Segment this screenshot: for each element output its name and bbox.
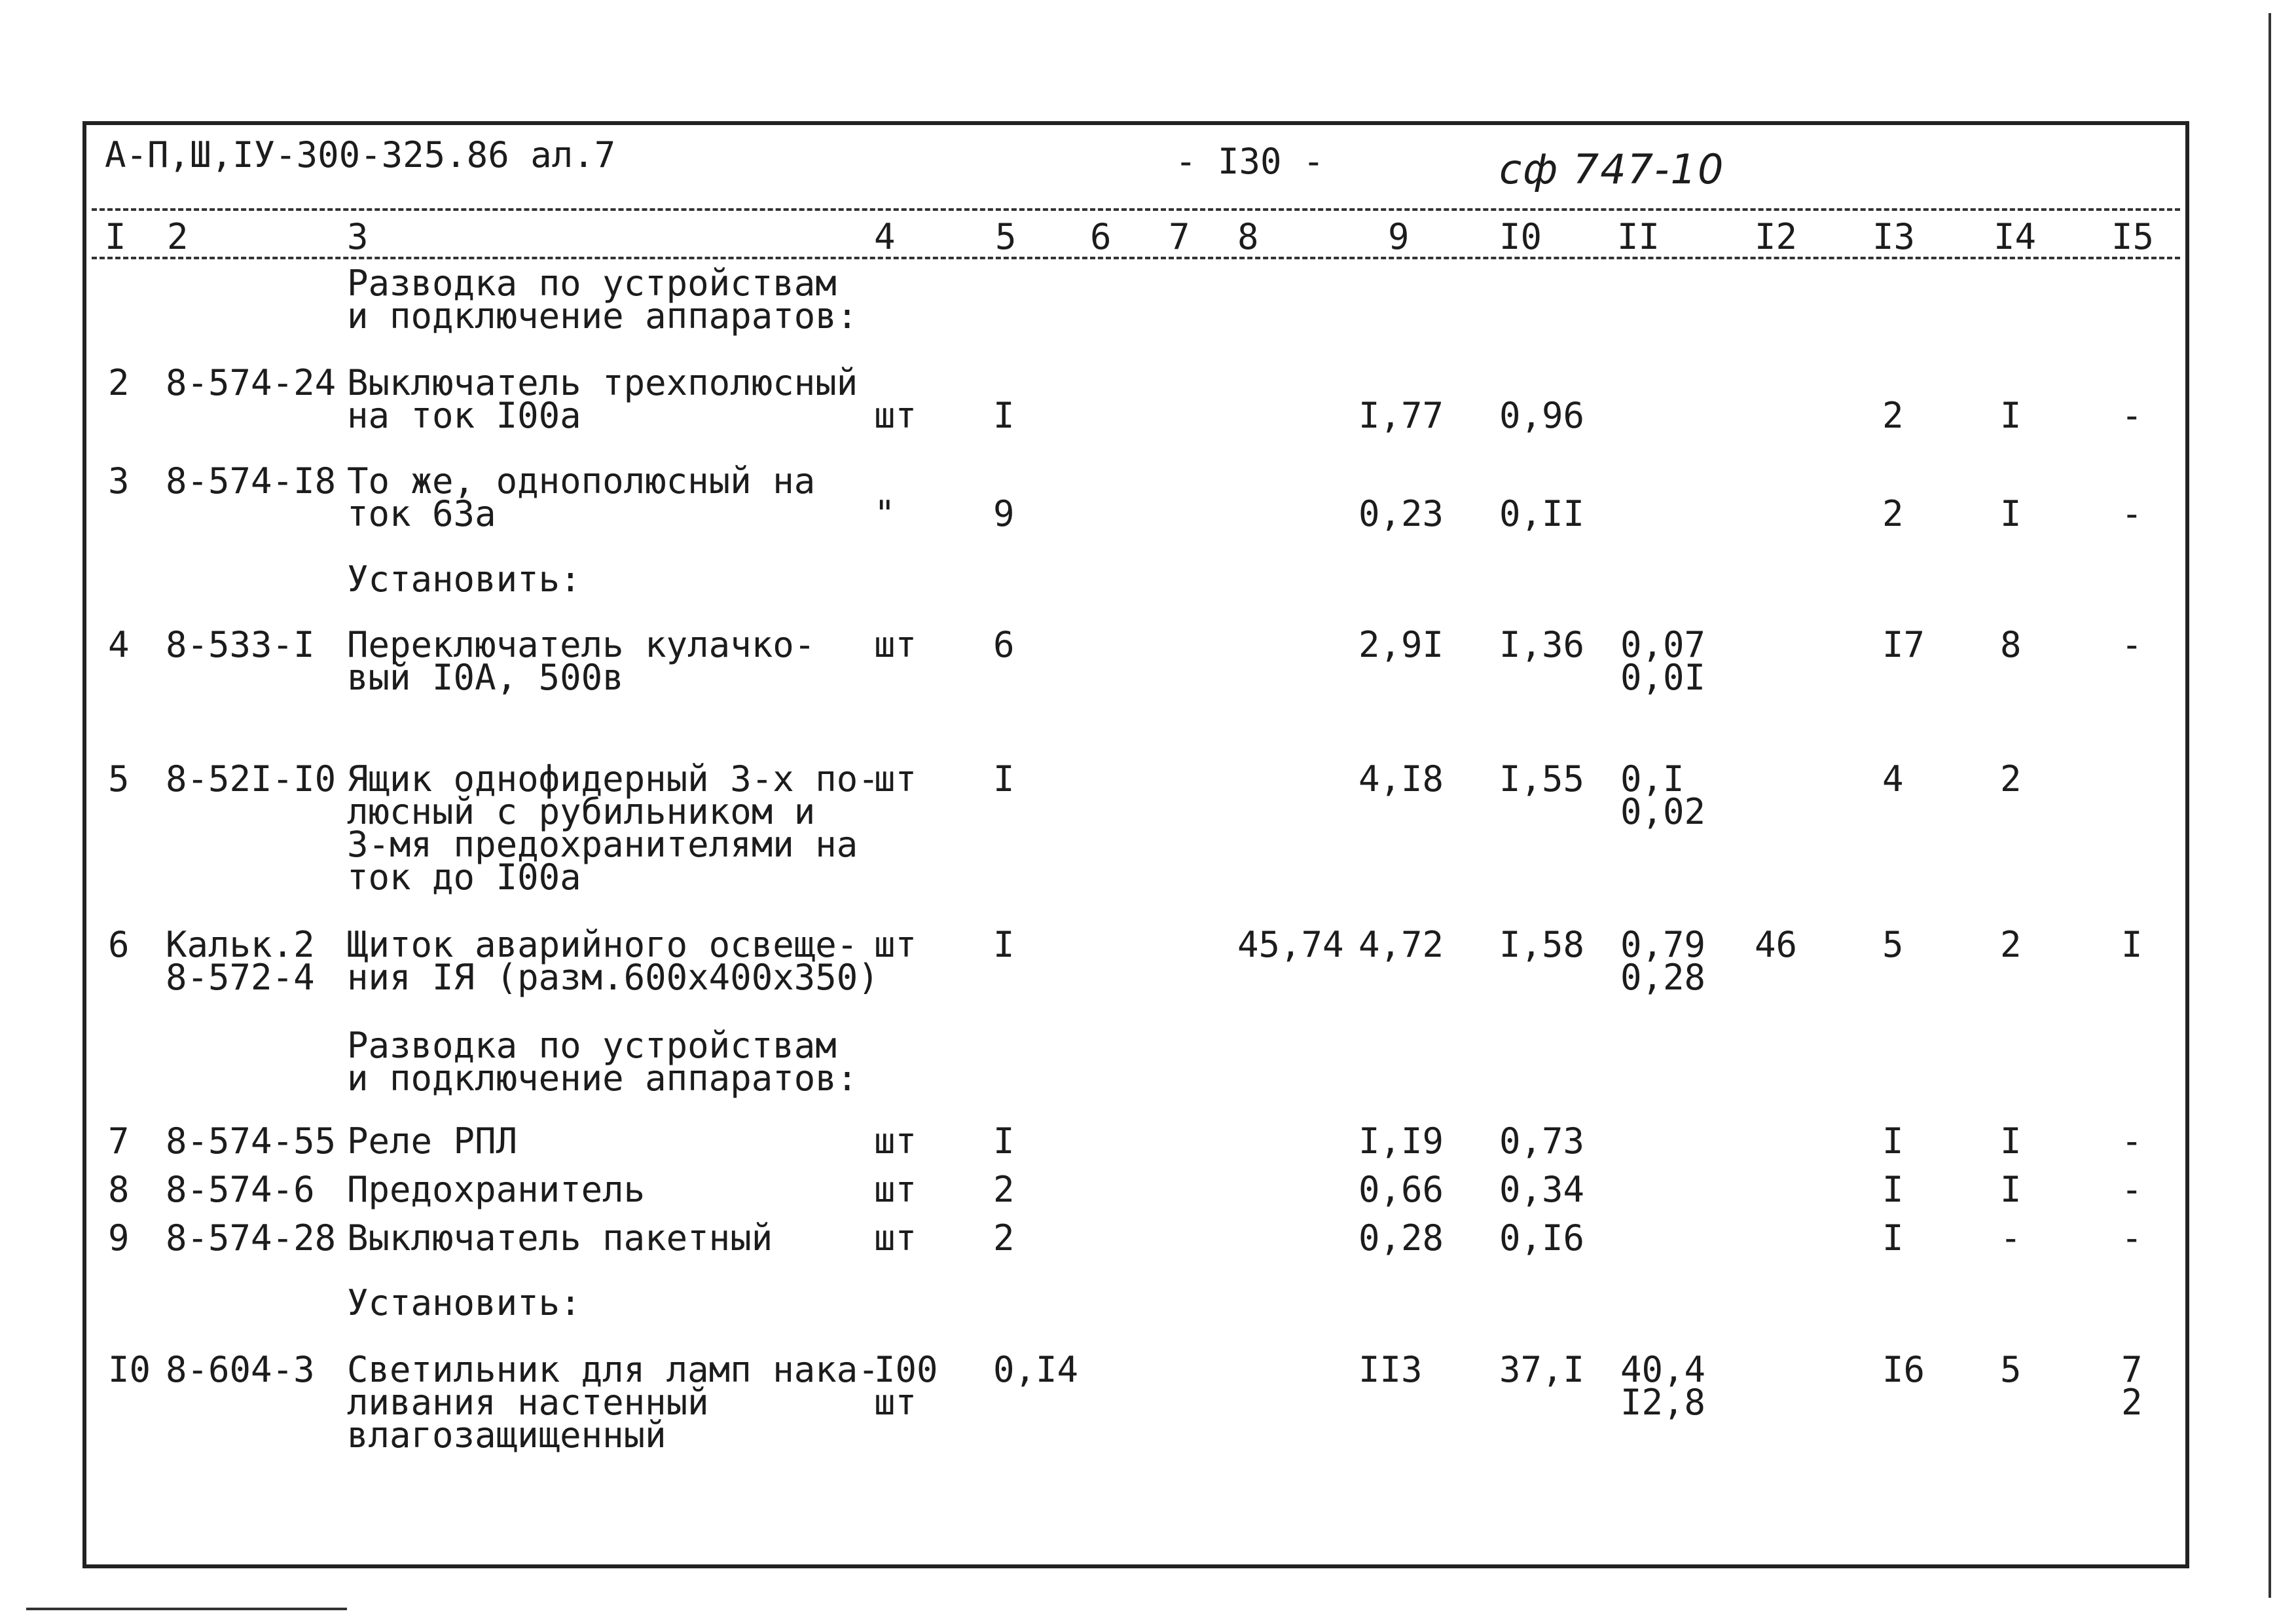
cell-row10-c1: 8 xyxy=(108,1169,130,1210)
bottom-margin-line xyxy=(26,1608,347,1610)
cell-row9-c4: шт xyxy=(874,1120,917,1162)
cell-row10-c14: I xyxy=(2000,1169,2022,1210)
cell-row3-c1: 3 xyxy=(108,460,130,502)
cell-row9-c10: 0,73 xyxy=(1499,1120,1585,1162)
cell-row10-c3: Предохранитель xyxy=(347,1169,646,1210)
cell-row7-c4: шт xyxy=(874,924,917,965)
cell-row5-c10: I,36 xyxy=(1499,624,1585,665)
cell-row3-c9: 0,23 xyxy=(1358,493,1444,534)
cell-row6-c14: 2 xyxy=(2000,758,2022,800)
column-header-4: 4 xyxy=(874,216,896,257)
cell-row9-c1: 7 xyxy=(108,1120,130,1162)
column-header-6: 6 xyxy=(1090,216,1112,257)
cell-row13-c15: 7 2 xyxy=(2121,1349,2143,1423)
column-header-9: 9 xyxy=(1388,216,1410,257)
column-header-1: I xyxy=(105,216,126,257)
cell-row10-c5: 2 xyxy=(993,1169,1015,1210)
cell-row5-c5: 6 xyxy=(993,624,1015,665)
header-rule-bottom xyxy=(92,257,2180,259)
cell-row5-c11: 0,07 0,0I xyxy=(1620,624,1706,698)
cell-row6-c9: 4,I8 xyxy=(1358,758,1444,800)
cell-row7-c1: 6 xyxy=(108,924,130,965)
cell-row9-c2: 8-574-55 xyxy=(166,1120,337,1162)
cell-row3-c5: 9 xyxy=(993,493,1015,534)
cell-row5-c1: 4 xyxy=(108,624,130,665)
cell-row4-c3: Установить: xyxy=(347,559,581,600)
cell-row13-c9: II3 xyxy=(1358,1349,1423,1390)
cell-row2-c4: шт xyxy=(874,395,917,436)
cell-row7-c3: Щиток аварийного освеще- ния IЯ (разм.600х400х350) xyxy=(347,924,879,998)
header-rule-top xyxy=(92,208,2180,211)
cell-row13-c4: I00 шт xyxy=(874,1349,938,1423)
document-code: А-П,Ш,IУ-300-325.86 ал.7 xyxy=(105,134,616,175)
cell-row2-c9: I,77 xyxy=(1358,395,1444,436)
cell-row7-c9: 4,72 xyxy=(1358,924,1444,965)
column-header-14: I4 xyxy=(1994,216,2037,257)
cell-row10-c4: шт xyxy=(874,1169,917,1210)
column-header-15: I5 xyxy=(2111,216,2155,257)
cell-row10-c13: I xyxy=(1882,1169,1904,1210)
cell-row5-c2: 8-533-I xyxy=(166,624,315,665)
cell-row7-c15: I xyxy=(2121,924,2143,965)
cell-row9-c5: I xyxy=(993,1120,1015,1162)
cell-row7-c12: 46 xyxy=(1755,924,1798,965)
cell-row8-c3: Разводка по устройствам и подключение аппаратов: xyxy=(347,1025,858,1099)
cell-row11-c2: 8-574-28 xyxy=(166,1217,337,1259)
column-header-10: I0 xyxy=(1499,216,1542,257)
handwritten-code: сф 747-10 xyxy=(1499,145,1725,193)
cell-row9-c15: - xyxy=(2121,1120,2143,1162)
column-header-5: 5 xyxy=(995,216,1017,257)
cell-row5-c14: 8 xyxy=(2000,624,2022,665)
cell-row13-c13: I6 xyxy=(1882,1349,1925,1390)
cell-row13-c10: 37,I xyxy=(1499,1349,1585,1390)
right-edge-line xyxy=(2269,13,2271,1598)
cell-row9-c13: I xyxy=(1882,1120,1904,1162)
cell-row3-c3: То же, однополюсный на ток 63а xyxy=(347,460,816,534)
cell-row3-c4: " xyxy=(874,493,896,534)
cell-row5-c13: I7 xyxy=(1882,624,1925,665)
cell-row3-c13: 2 xyxy=(1882,493,1904,534)
cell-row13-c14: 5 xyxy=(2000,1349,2022,1390)
cell-row1-c3: Разводка по устройствам и подключение аппаратов: xyxy=(347,263,858,337)
cell-row6-c1: 5 xyxy=(108,758,130,800)
cell-row11-c5: 2 xyxy=(993,1217,1015,1259)
cell-row13-c5: 0,I4 xyxy=(993,1349,1079,1390)
cell-row5-c3: Переключатель кулачко- вый I0А, 500в xyxy=(347,624,816,698)
cell-row6-c5: I xyxy=(993,758,1015,800)
cell-row6-c13: 4 xyxy=(1882,758,1904,800)
cell-row2-c5: I xyxy=(993,395,1015,436)
cell-row5-c9: 2,9I xyxy=(1358,624,1444,665)
column-header-2: 2 xyxy=(167,216,189,257)
cell-row2-c14: I xyxy=(2000,395,2022,436)
cell-row10-c10: 0,34 xyxy=(1499,1169,1585,1210)
cell-row3-c14: I xyxy=(2000,493,2022,534)
column-header-11: II xyxy=(1617,216,1660,257)
cell-row3-c10: 0,II xyxy=(1499,493,1585,534)
cell-row11-c9: 0,28 xyxy=(1358,1217,1444,1259)
cell-row2-c1: 2 xyxy=(108,362,130,403)
cell-row9-c14: I xyxy=(2000,1120,2022,1162)
cell-row6-c11: 0,I 0,02 xyxy=(1620,758,1706,832)
cell-row6-c2: 8-52I-I0 xyxy=(166,758,337,800)
cell-row6-c4: шт xyxy=(874,758,917,800)
cell-row11-c1: 9 xyxy=(108,1217,130,1259)
cell-row13-c1: I0 xyxy=(108,1349,151,1390)
cell-row2-c15: - xyxy=(2121,395,2143,436)
cell-row10-c9: 0,66 xyxy=(1358,1169,1444,1210)
cell-row6-c10: I,55 xyxy=(1499,758,1585,800)
cell-row11-c3: Выключатель пакетный xyxy=(347,1217,773,1259)
cell-row2-c13: 2 xyxy=(1882,395,1904,436)
cell-row10-c15: - xyxy=(2121,1169,2143,1210)
cell-row2-c10: 0,96 xyxy=(1499,395,1585,436)
cell-row5-c15: - xyxy=(2121,624,2143,665)
cell-row11-c13: I xyxy=(1882,1217,1904,1259)
cell-row13-c2: 8-604-3 xyxy=(166,1349,315,1390)
cell-row7-c11: 0,79 0,28 xyxy=(1620,924,1706,998)
cell-row13-c3: Светильник для ламп нака- ливания настенный влагозащищенный xyxy=(347,1349,879,1456)
cell-row11-c14: - xyxy=(2000,1217,2022,1259)
cell-row11-c15: - xyxy=(2121,1217,2143,1259)
cell-row2-c3: Выключатель трехполюсный на ток I00а xyxy=(347,362,858,436)
cell-row3-c2: 8-574-I8 xyxy=(166,460,337,502)
cell-row5-c4: шт xyxy=(874,624,917,665)
cell-row7-c8: 45,74 xyxy=(1237,924,1344,965)
cell-row2-c2: 8-574-24 xyxy=(166,362,337,403)
cell-row11-c10: 0,I6 xyxy=(1499,1217,1585,1259)
cell-row7-c13: 5 xyxy=(1882,924,1904,965)
cell-row10-c2: 8-574-6 xyxy=(166,1169,315,1210)
column-header-8: 8 xyxy=(1237,216,1259,257)
page-number: - I30 - xyxy=(1175,141,1324,182)
cell-row7-c10: I,58 xyxy=(1499,924,1585,965)
cell-row7-c2: Кальк.2 8-572-4 xyxy=(166,924,315,998)
column-header-12: I2 xyxy=(1755,216,1798,257)
column-header-3: 3 xyxy=(347,216,369,257)
cell-row6-c3: Ящик однофидерный 3-х по- люсный с рубильником и 3-мя предохранителями на ток до I00а xyxy=(347,758,879,898)
cell-row12-c3: Установить: xyxy=(347,1282,581,1323)
cell-row11-c4: шт xyxy=(874,1217,917,1259)
cell-row9-c3: Реле РПЛ xyxy=(347,1120,518,1162)
cell-row3-c15: - xyxy=(2121,493,2143,534)
cell-row7-c5: I xyxy=(993,924,1015,965)
cell-row13-c11: 40,4 I2,8 xyxy=(1620,1349,1706,1423)
cell-row7-c14: 2 xyxy=(2000,924,2022,965)
column-header-13: I3 xyxy=(1872,216,1916,257)
cell-row9-c9: I,I9 xyxy=(1358,1120,1444,1162)
column-header-7: 7 xyxy=(1169,216,1190,257)
